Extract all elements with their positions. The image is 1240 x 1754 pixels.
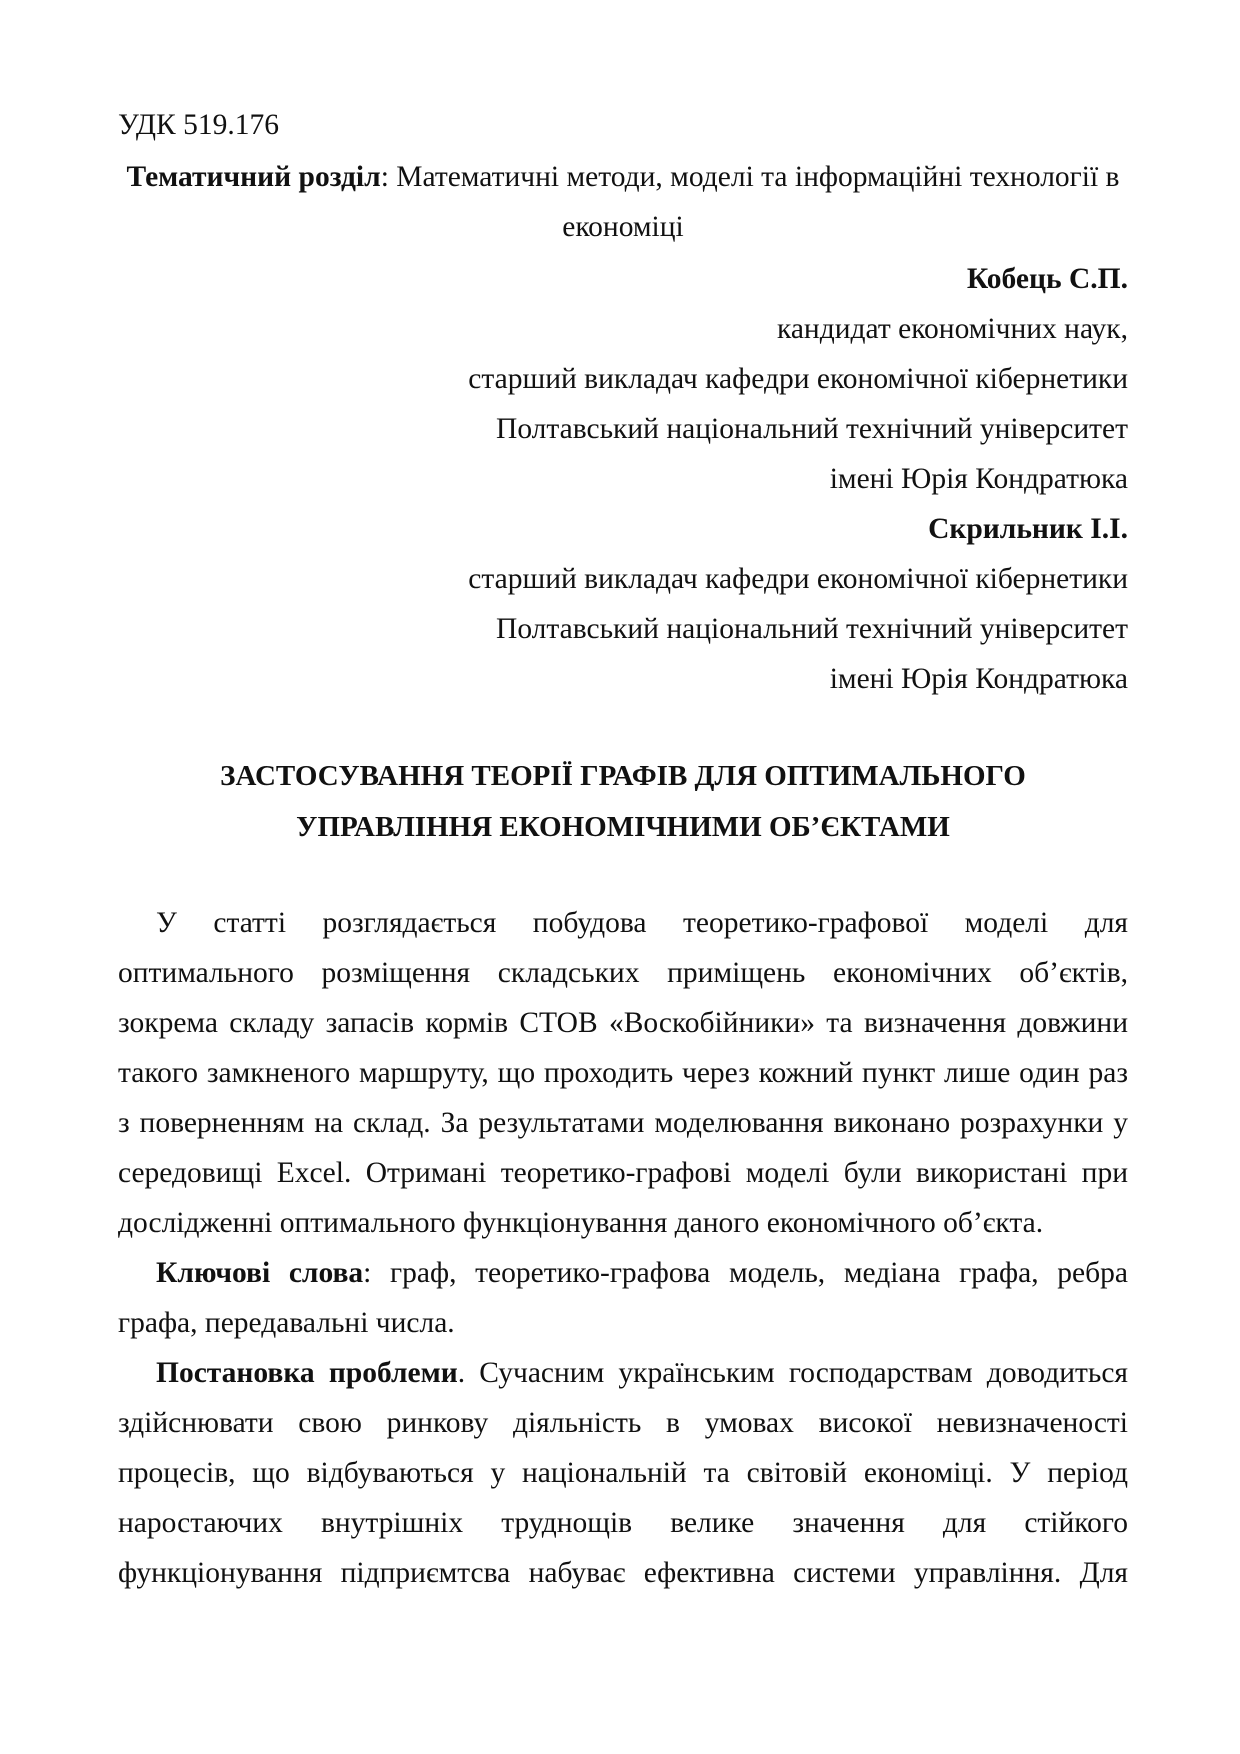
author-name: Кобець С.П. xyxy=(966,263,1128,295)
problem-line: наростаючих внутрішніх труднощів велике значення для стійкого xyxy=(118,1507,1128,1539)
udc-code: УДК 519.176 xyxy=(118,109,279,141)
section-text-1: : Математичні методи, моделі та інформаційні технології в xyxy=(380,161,1120,193)
author-affiliation-line: імені Юрія Кондратюка xyxy=(829,463,1128,495)
abstract-line: такого замкненого маршруту, що проходить через кожний пункт лише один раз xyxy=(118,1057,1128,1089)
author-affiliation-line: імені Юрія Кондратюка xyxy=(829,663,1128,695)
section-line-1 xyxy=(118,152,1128,202)
author-affiliation-line: Полтавський національний технічний університет xyxy=(496,613,1128,645)
keywords-text: : граф, теоретико-графова модель, медіана графа, ребра xyxy=(363,1257,1129,1289)
problem-line: процесів, що відбуваються у національній та світовій економіці. У період xyxy=(118,1457,1128,1489)
title-line-2: УПРАВЛІННЯ ЕКОНОМІЧНИМИ ОБ’ЄКТАМИ xyxy=(296,811,950,843)
problem-line-1 xyxy=(118,1348,1128,1398)
keywords-line-1 xyxy=(118,1248,1128,1298)
abstract-line: оптимального розміщення складських приміщень економічних об’єктів, xyxy=(118,957,1128,989)
abstract-line: дослідженні оптимального функціонування даного економічного об’єкта. xyxy=(118,1207,1044,1239)
problem-label: Постановка проблеми xyxy=(156,1357,458,1389)
author-affiliation-line: старший викладач кафедри економічної кібернетики xyxy=(468,363,1128,395)
author-name: Скрильник І.І. xyxy=(928,513,1128,545)
keywords-line-2: графа, передавальні числа. xyxy=(118,1307,455,1339)
paper-page xyxy=(118,100,1128,1598)
thematic-section xyxy=(118,152,1128,252)
abstract-line: У статті розглядається побудова теоретико-графової моделі для xyxy=(156,907,1128,939)
section-label: Тематичний розділ xyxy=(126,161,381,193)
problem-text: . Сучасним українським господарствам доводиться xyxy=(457,1357,1128,1389)
abstract-line: з поверненням на склад. За результатами моделювання виконано розрахунки у xyxy=(118,1107,1128,1139)
author-affiliation-line: Полтавський національний технічний університет xyxy=(496,413,1128,445)
abstract-paragraph xyxy=(118,898,1128,1598)
author-affiliation-line: старший викладач кафедри економічної кібернетики xyxy=(468,563,1128,595)
author-affiliation-line: кандидат економічних наук, xyxy=(776,313,1128,345)
authors-block xyxy=(118,254,1128,704)
problem-line: здійснювати свою ринкову діяльність в умовах високої невизначеності xyxy=(118,1407,1128,1439)
section-line-2: економіці xyxy=(562,211,684,243)
problem-line: функціонування підприємтсва набуває ефективна системи управління. Для xyxy=(118,1557,1128,1589)
abstract-line: зокрема складу запасів кормів СТОВ «Воскобійники» та визначення довжини xyxy=(118,1007,1128,1039)
keywords-label: Ключові слова xyxy=(156,1257,364,1289)
abstract-line: середовищі Excel. Отримані теоретико-графові моделі були використані при xyxy=(118,1157,1128,1189)
title-line-1: ЗАСТОСУВАННЯ ТЕОРІЇ ГРАФІВ ДЛЯ ОПТИМАЛЬНОГО xyxy=(220,760,1026,792)
paper-title xyxy=(118,751,1128,853)
